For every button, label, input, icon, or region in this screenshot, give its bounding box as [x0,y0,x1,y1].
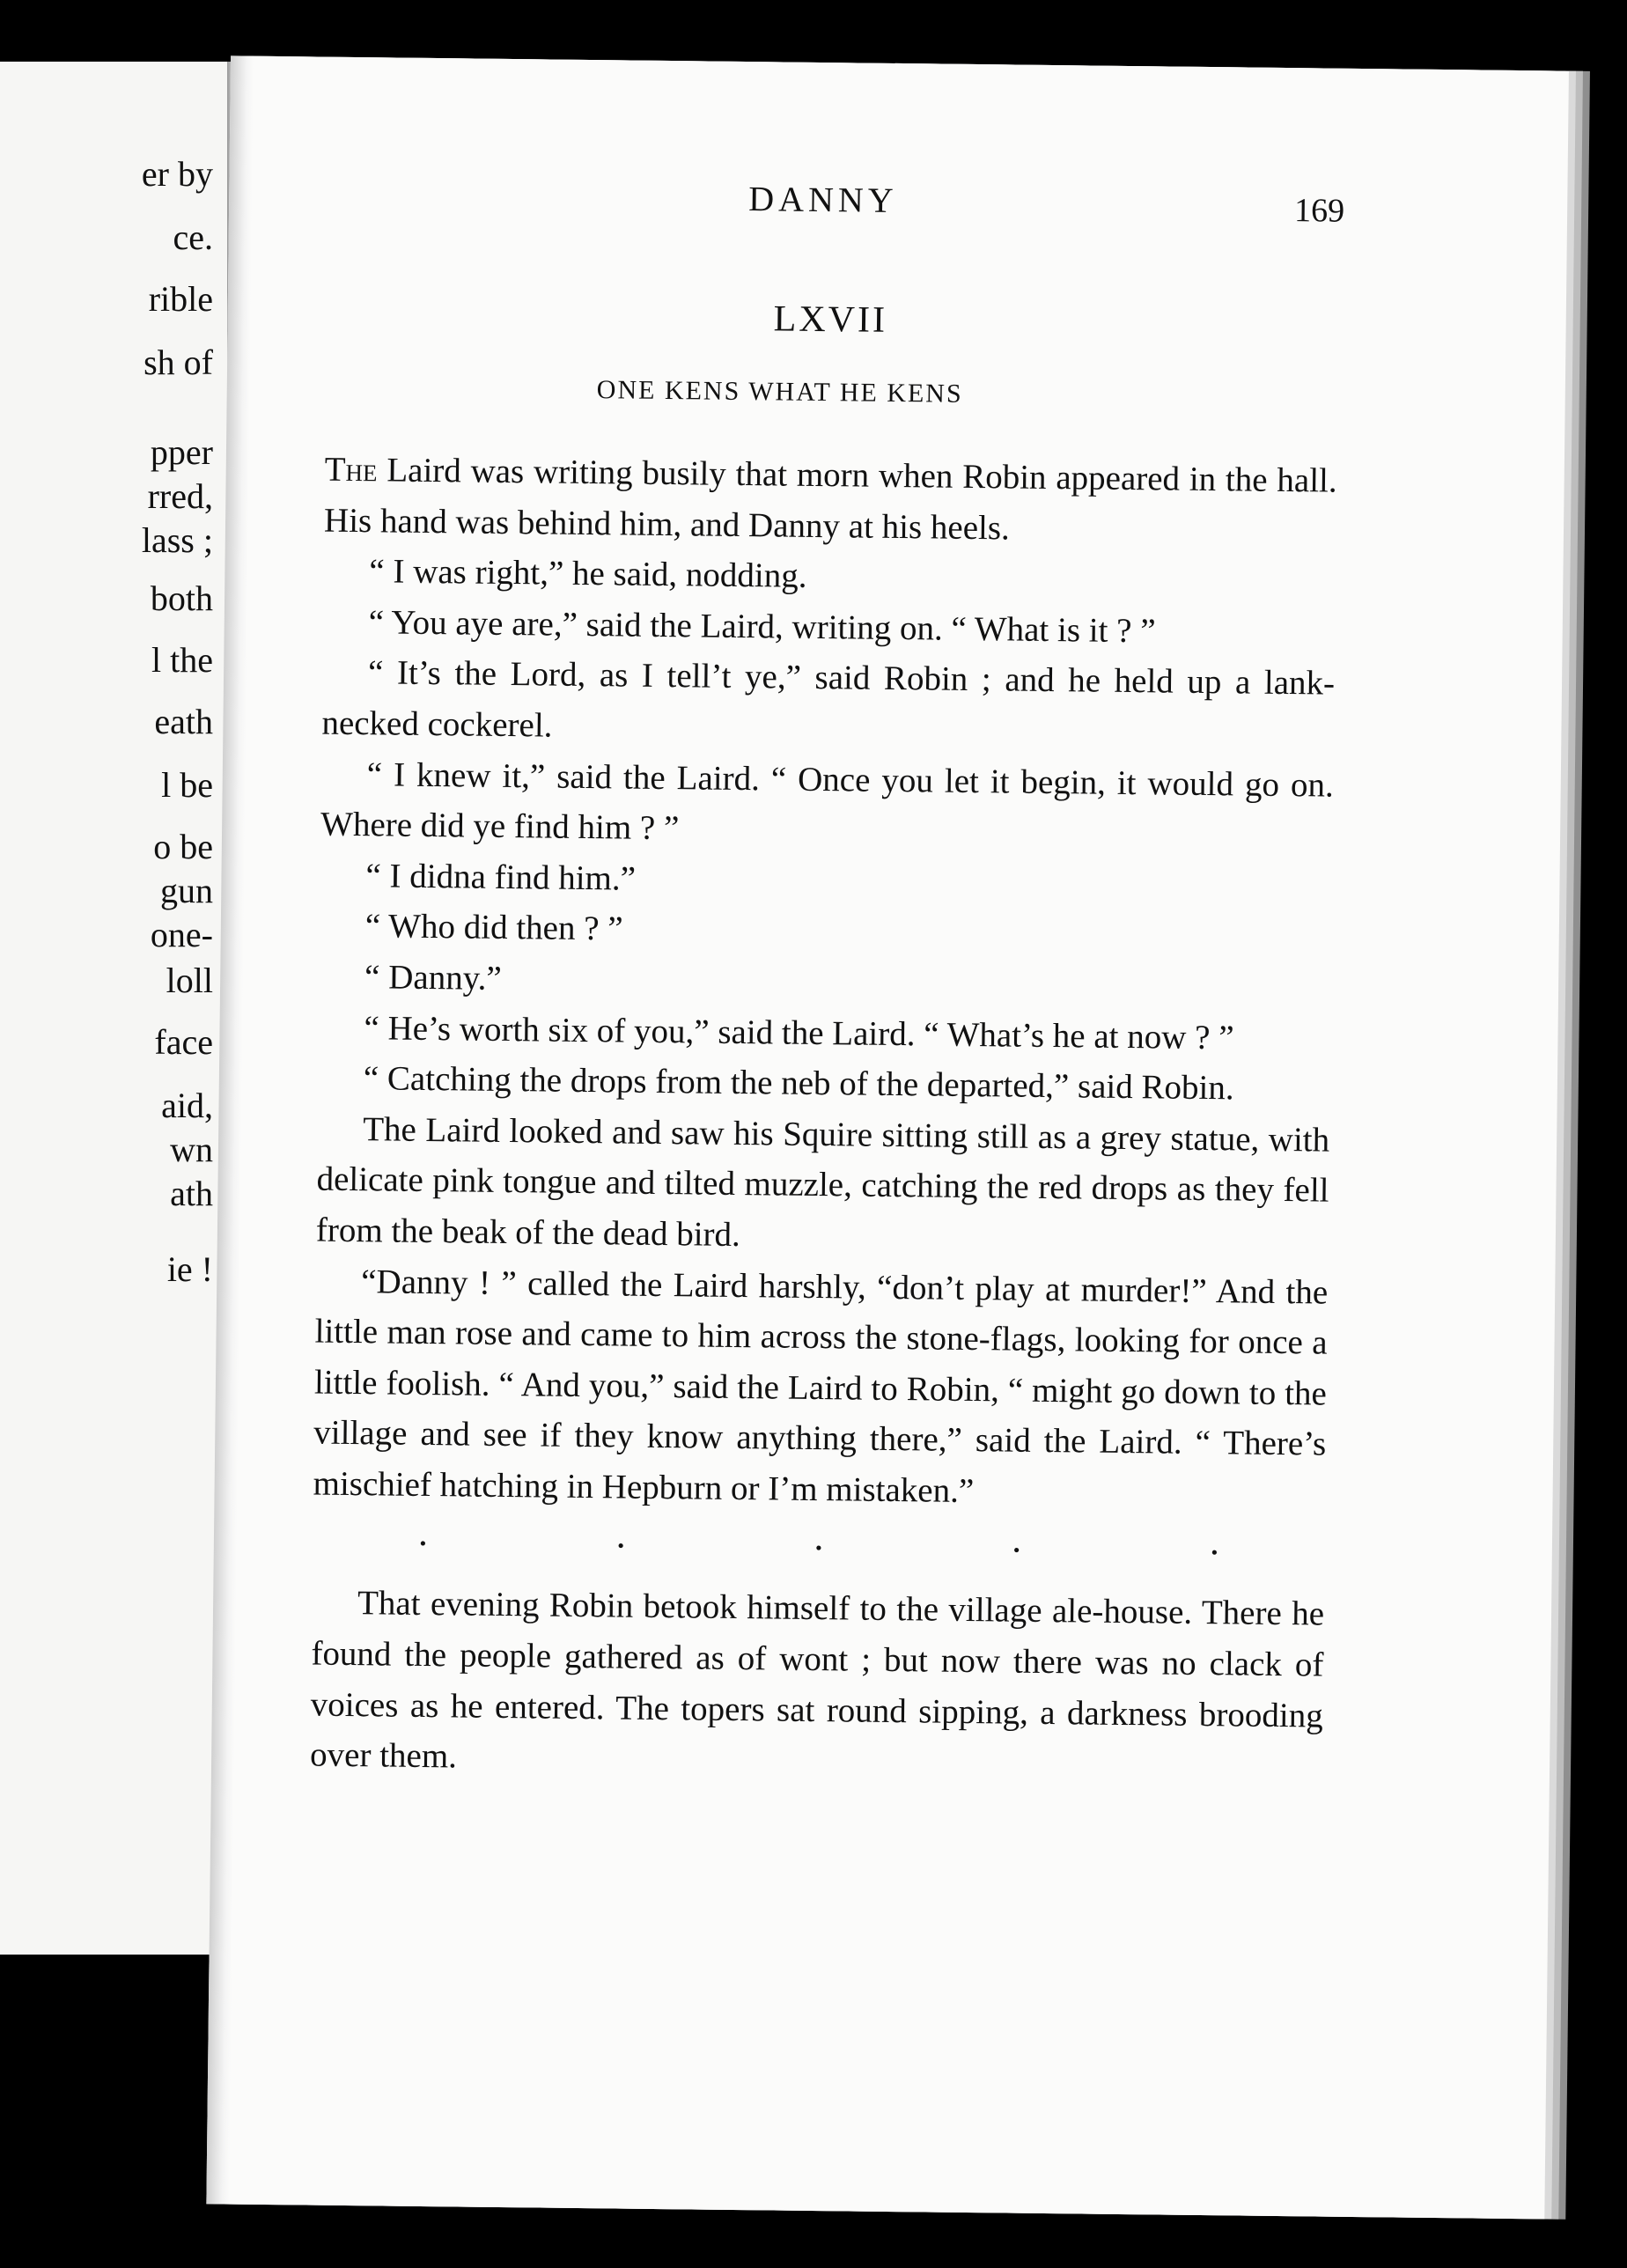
paragraph: “ I knew it,” said the Laird. “ Once you let it begin, it would go on. Where did ye find him ? ” [320,755,1334,848]
left-page-fragment: one- [150,915,213,954]
paragraph: “ I didna find him.” [365,856,637,898]
left-page-fragment: lass ; [141,520,213,560]
book-page [206,55,1569,2219]
left-page-fragment: sh of [144,342,213,382]
left-page-fragment: ie ! [166,1249,213,1289]
body-text [310,445,1337,1793]
paragraph: “ Who did then ? ” [364,907,623,948]
left-page-fragment: ath [170,1174,213,1213]
paragraph: “ Catching the drops from the neb of the departed,” said Robin. [363,1059,1234,1108]
left-page-fragment: gun [160,871,213,910]
paragraph: “ I was right,” he said, nodding. [369,552,807,596]
left-page-fragment: aid, [161,1086,213,1125]
chapter-title: ONE KENS WHAT HE KENS [596,375,963,409]
paragraph: “ He’s worth six of you,” said the Laird. “ What’s he at now ? ” [364,1008,1234,1057]
paragraph: That evening Robin betook himself to the village ale-house. There he found the people gathered as of wont ; but now there was no clack of voices as he entered. The topers sat round sipping, a darkness brooding over them. [309,1584,1325,1776]
left-page-fragment: l be [161,765,213,805]
paragraph: “Danny ! ” called the Laird harshly, “don’t play at murder!” And the little man rose and came to him across the stone-flags, looking for once a little foolish. “ And you,” said the Laird to Robin, “ might go down to the village and see if they know anything there,” said the Laird. “ There’s mischief hatching in Hepburn or I’m mistaken.” [313,1262,1329,1510]
drop-lead-word: The [324,450,378,490]
left-page-fragment: l the [151,640,213,680]
paragraph: “ It’s the Lord, as I tell’t ye,” said Robin ; and he held up a lank-necked cockerel. [321,653,1336,745]
section-break-dot: . [615,1513,627,1557]
left-page-fragment: rred, [147,476,213,516]
paragraph [324,445,1337,557]
left-page-fragment: wn [170,1130,213,1169]
left-page-fragment: ce. [173,217,213,257]
running-head: DANNY [747,179,898,220]
left-facing-page [0,62,230,1955]
left-page-fragment: o be [153,827,213,866]
section-break-dot: . [417,1511,429,1555]
section-break-dot: . [1011,1518,1022,1562]
left-page-fragment: face [154,1022,213,1062]
left-page-fragment: pper [150,432,213,472]
paragraph: The Laird looked and saw his Squire sitting still as a grey statue, with delicate pink tongue and tilted muzzle, catching the red drops as they fell from the beak of the dead bird. [315,1109,1330,1254]
paragraph: “ Danny.” [364,958,502,998]
section-break-dot: . [1209,1520,1220,1564]
paragraph: “ You aye are,” said the Laird, writing on. “ What is it ? ” [368,602,1156,651]
section-break-dot: . [814,1515,824,1559]
left-page-fragment: er by [141,154,213,194]
page-number: 169 [1293,192,1345,230]
left-page-fragment: loll [166,961,213,1000]
section-break [312,1509,1325,1589]
left-page-fragment: both [150,578,213,618]
left-page-fragment: rible [148,279,213,319]
chapter-number: LXVII [773,298,888,341]
left-page-fragment: eath [154,702,213,741]
paragraph-text: Laird was writing busily that morn when Robin appeared in the hall. His hand was behind him, and Danny at his heels. [323,451,1337,548]
